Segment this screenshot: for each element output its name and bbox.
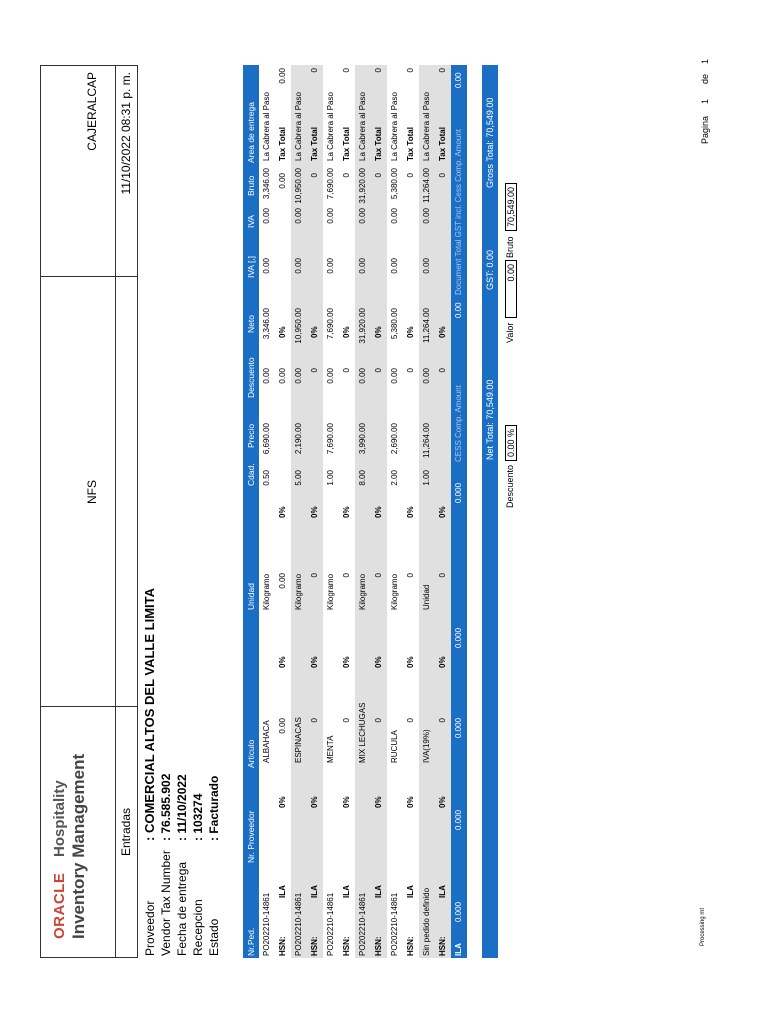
tax-taxv: 0.00 [278, 68, 287, 84]
tax-hsn: HSN: [374, 936, 383, 956]
table-row-tax-detail [435, 65, 451, 958]
summary-value: 0.00 [454, 302, 463, 318]
cell-articulo: MENTA [326, 735, 335, 763]
tax-p2: 0% [278, 656, 287, 668]
processing-label: Processing mt [700, 907, 706, 946]
tax-tax: Tax Total [342, 127, 351, 161]
cell-precio: 7,690.00 [326, 423, 335, 455]
cell-articulo: IVA(19%) [422, 729, 431, 763]
cell-unidad: Kilogramo [390, 573, 399, 610]
cell-neto: 11,264.00 [422, 308, 431, 343]
cell-ivac: 0.00 [358, 258, 367, 274]
cell-bruto: 10,950.00 [294, 168, 303, 204]
col-header: Nr. Proveedor [246, 810, 256, 863]
table-summary-row [451, 65, 467, 958]
cell-precio: 6,690.00 [262, 423, 271, 455]
gross-total: Gross Total: 70,549.00 [485, 97, 495, 188]
cell-iva: 0.00 [390, 208, 399, 224]
header-middle-cell [41, 276, 115, 707]
tax-v1: 0 [406, 718, 415, 723]
tax-v3: 0 [342, 368, 351, 373]
tax-v2: 0 [310, 573, 319, 578]
table-row [323, 65, 339, 958]
tax-v4: 0 [342, 173, 351, 178]
report-name: NFS [85, 480, 99, 504]
cell-nr: PO202210-14861 [326, 892, 335, 956]
tax-p2: 0% [406, 656, 415, 668]
tax-p3: 0% [310, 506, 319, 518]
cell-area: La Cabrera al Paso [326, 92, 335, 161]
info-row-fecha [174, 588, 190, 956]
proveedor-value: : COMERCIAL ALTOS DEL VALLE LIMITA [142, 587, 157, 841]
user-name: CAJERALCAP [85, 72, 99, 151]
tax-v2: 0 [406, 573, 415, 578]
cell-unidad: Kilogramo [294, 573, 303, 610]
tax-hsn: HSN: [310, 936, 319, 956]
tax-v4: 0 [310, 173, 319, 178]
logo-cell [41, 706, 115, 957]
tax-v3: 0 [406, 368, 415, 373]
cell-unidad: Kilogramo [326, 573, 335, 610]
tax-v4: 0 [438, 173, 447, 178]
cell-precio: 11,264.00 [422, 423, 431, 458]
cell-iva: 0.00 [326, 208, 335, 224]
tax-v2: 0 [438, 573, 447, 578]
table-row-tax-detail [371, 65, 387, 958]
tax-p4: 0% [342, 326, 351, 338]
cell-iva: 0.00 [262, 208, 271, 224]
cell-cdad: 8.00 [358, 470, 367, 486]
cell-bruto: 31,920.00 [358, 168, 367, 204]
summary-value: 0.000 [454, 482, 463, 503]
tax-v1: 0 [374, 718, 383, 723]
cell-bruto: 3,346.00 [262, 168, 271, 200]
tax-v1: 0 [438, 718, 447, 723]
estado-value: : Facturado [207, 775, 221, 841]
cell-ivac: 0.00 [262, 258, 271, 274]
col-header: IVA [246, 214, 256, 228]
cell-unidad: Unidad [422, 584, 431, 610]
discount-label: Descuento [505, 464, 515, 508]
cell-precio: 2,190.00 [294, 423, 303, 455]
section-title: Entradas [115, 706, 137, 957]
table-row-tax-detail [307, 65, 323, 958]
valor-label: Valor [505, 322, 515, 343]
table-row [259, 65, 275, 958]
tax-hsn: HSN: [406, 936, 415, 956]
tax-p4: 0% [374, 326, 383, 338]
summary-value: 0.00 [454, 72, 463, 88]
cell-desc: 0.00 [326, 368, 335, 384]
table-row [291, 65, 307, 958]
tax-p1: 0% [342, 796, 351, 808]
cell-area: La Cabrera al Paso [358, 92, 367, 161]
tax-value: : 76.585.902 [159, 773, 173, 841]
info-row-estado [206, 588, 222, 956]
table-row-tax-detail [339, 65, 355, 958]
cell-area: La Cabrera al Paso [390, 92, 399, 161]
discount-bar [502, 65, 522, 958]
cell-cdad: 0.50 [262, 470, 271, 486]
table-row [387, 65, 403, 958]
info-row-recepcion [190, 588, 206, 956]
discount-pct: % [506, 428, 516, 437]
inventory-management-logo-text: Inventory Management [69, 753, 88, 939]
cell-neto: 10,950.00 [294, 308, 303, 344]
cell-cdad: 1.00 [326, 470, 335, 486]
tax-p2: 0% [342, 656, 351, 668]
summary-value: 0.000 [454, 901, 463, 922]
cell-cdad: 1.00 [422, 470, 431, 486]
tax-v2: 0 [374, 573, 383, 578]
label: Proveedor [143, 900, 157, 956]
cell-ivac: 0.00 [390, 258, 399, 274]
tax-ila: ILA [406, 885, 415, 898]
tax-hsn: HSN: [278, 936, 287, 956]
cell-ivac: 0.00 [422, 258, 431, 274]
cell-nr: Sin pedido definido [422, 887, 431, 956]
tax-p4: 0% [278, 326, 287, 338]
cell-neto: 7,690.00 [326, 308, 335, 340]
report-header [40, 65, 138, 958]
tax-p2: 0% [438, 656, 447, 668]
tax-v3: 0 [374, 368, 383, 373]
cell-desc: 0.00 [294, 368, 303, 384]
pagina-label: Pagina [700, 115, 710, 144]
col-header: IVA [,] [246, 255, 256, 278]
info-row-proveedor [142, 588, 158, 956]
table-row-tax-detail [275, 65, 291, 958]
tax-tax: Tax Total [278, 127, 287, 161]
cell-articulo: ESPINACAS [294, 717, 303, 763]
tax-p4: 0% [310, 326, 319, 338]
info-row-tax [158, 588, 174, 956]
cell-neto: 31,920.00 [358, 308, 367, 344]
tax-p3: 0% [374, 506, 383, 518]
cell-desc: 0.00 [422, 368, 431, 384]
discount-value-box [505, 425, 517, 461]
tax-v1: 0 [310, 718, 319, 723]
tax-v2: 0 [342, 573, 351, 578]
cess-label: CESS Comp. Amount [454, 385, 463, 462]
tax-p4: 0% [438, 326, 447, 338]
tax-hsn: HSN: [438, 936, 447, 956]
tax-p4: 0% [406, 326, 415, 338]
tax-p2: 0% [374, 656, 383, 668]
bruto-label: Bruto [505, 236, 515, 258]
tax-tax: Tax Total [406, 127, 415, 161]
tax-p1: 0% [438, 796, 447, 808]
report-datetime: 11/10/2022 08:31 p. m. [119, 72, 133, 195]
cell-iva: 0.00 [358, 208, 367, 224]
table-header [243, 65, 259, 958]
tax-ila: ILA [342, 885, 351, 898]
col-header: Descuento [246, 357, 256, 398]
cell-cdad: 2.00 [390, 470, 399, 486]
tax-ila: ILA [374, 885, 383, 898]
tax-ila: ILA [438, 885, 447, 898]
tax-tax: Tax Total [374, 127, 383, 161]
cell-iva: 0.00 [422, 208, 431, 224]
tax-taxv: 0 [374, 68, 383, 73]
cell-precio: 2,690.00 [390, 423, 399, 455]
cell-bruto: 7,690.00 [326, 168, 335, 200]
tax-p1: 0% [278, 796, 287, 808]
tax-v4: 0.00 [278, 173, 287, 189]
gst-total: GST: 0.00 [485, 249, 495, 290]
tax-ila: ILA [278, 885, 287, 898]
cell-neto: 3,346.00 [262, 308, 271, 340]
de-label: de [700, 73, 710, 84]
tax-taxv: 0 [438, 68, 447, 73]
tax-taxv: 0 [342, 68, 351, 73]
cell-bruto: 5,380.00 [390, 168, 399, 200]
cell-ivac: 0.00 [326, 258, 335, 274]
bruto-value: 70,549.00 [505, 183, 517, 231]
cell-nr: PO202210-14861 [294, 892, 303, 956]
col-header: Neto [246, 315, 256, 333]
hospitality-logo-text: Hospitality [51, 780, 68, 857]
tax-taxv: 0 [310, 68, 319, 73]
document-total-label: Document Total GST incl. Cess Comp. Amount [454, 129, 463, 295]
cell-articulo: ALBAHACA [262, 720, 271, 763]
cell-nr: PO202210-14861 [390, 892, 399, 956]
label: Vendor Tax Number [159, 850, 173, 956]
col-header: Nr.Ped. [246, 927, 256, 956]
page-count: 1 [700, 58, 710, 64]
tax-v1: 0.00 [278, 718, 287, 734]
cell-precio: 3,990.00 [358, 423, 367, 455]
tax-p2: 0% [310, 656, 319, 668]
page-number: 1 [700, 98, 710, 104]
discount-value: 0.00 [506, 439, 516, 457]
cell-neto: 5,380.00 [390, 308, 399, 340]
col-header: Area de entrega [246, 102, 256, 163]
cell-desc: 0.00 [358, 368, 367, 384]
col-header: Precio [246, 423, 256, 448]
tax-p1: 0% [374, 796, 383, 808]
cell-nr: PO202210-14861 [262, 892, 271, 956]
col-header: Cdad. [246, 463, 256, 486]
tax-v4: 0 [374, 173, 383, 178]
cell-area: La Cabrera al Paso [422, 92, 431, 161]
tax-hsn: HSN: [342, 936, 351, 956]
summary-ila: ILA [454, 943, 463, 956]
cell-iva: 0.00 [294, 208, 303, 224]
cell-nr: PO202210-14861 [358, 892, 367, 956]
cell-unidad: Kilogramo [358, 573, 367, 610]
delivery-info [142, 588, 222, 956]
tax-v4: 0 [406, 173, 415, 178]
cell-unidad: Kilogramo [262, 573, 271, 610]
recepcion-value: : 103274 [191, 793, 205, 841]
oracle-logo: ORACLE [51, 872, 68, 939]
label: Fecha de entrega [175, 861, 189, 956]
valor-value: 0.00 [505, 260, 517, 318]
totals-bar [482, 65, 498, 958]
col-header: Articulo [246, 739, 256, 768]
tax-p3: 0% [438, 506, 447, 518]
tax-p3: 0% [406, 506, 415, 518]
cell-cdad: 5.00 [294, 470, 303, 486]
summary-value: 0.000 [454, 717, 463, 738]
col-header: Bruto [246, 175, 256, 196]
table-row [355, 65, 371, 958]
tax-p3: 0% [342, 506, 351, 518]
cell-bruto: 11,264.00 [422, 168, 431, 203]
tax-tax: Tax Total [310, 127, 319, 161]
fecha-value: : 11/10/2022 [175, 774, 189, 841]
tax-taxv: 0 [406, 68, 415, 73]
tax-v2: 0.00 [278, 573, 287, 589]
tax-v3: 0 [438, 368, 447, 373]
table-row-tax-detail [403, 65, 419, 958]
net-total: Net Total: 70,549.00 [485, 379, 495, 460]
cell-desc: 0.00 [390, 368, 399, 384]
label: Estado [207, 918, 221, 956]
tax-ila: ILA [310, 885, 319, 898]
summary-value: 0.000 [454, 627, 463, 648]
cell-desc: 0.00 [262, 368, 271, 384]
label: Recepcion [191, 899, 205, 956]
col-header: Unidad [246, 583, 256, 610]
cell-articulo: RUCULA [390, 730, 399, 763]
cell-area: La Cabrera al Paso [262, 92, 271, 161]
cell-articulo: MIX LECHUGAS [358, 702, 367, 763]
table-body [259, 65, 451, 958]
tax-p1: 0% [406, 796, 415, 808]
header-middle-cell-2 [115, 276, 137, 707]
table-row [419, 65, 435, 958]
cell-area: La Cabrera al Paso [294, 92, 303, 161]
items-table [243, 65, 467, 958]
tax-v3: 0 [310, 368, 319, 373]
tax-tax: Tax Total [438, 127, 447, 161]
tax-p1: 0% [310, 796, 319, 808]
cell-ivac: 0.00 [294, 258, 303, 274]
summary-value: 0.000 [454, 809, 463, 830]
tax-v3: 0.00 [278, 368, 287, 384]
tax-p3: 0% [278, 506, 287, 518]
tax-v1: 0 [342, 718, 351, 723]
